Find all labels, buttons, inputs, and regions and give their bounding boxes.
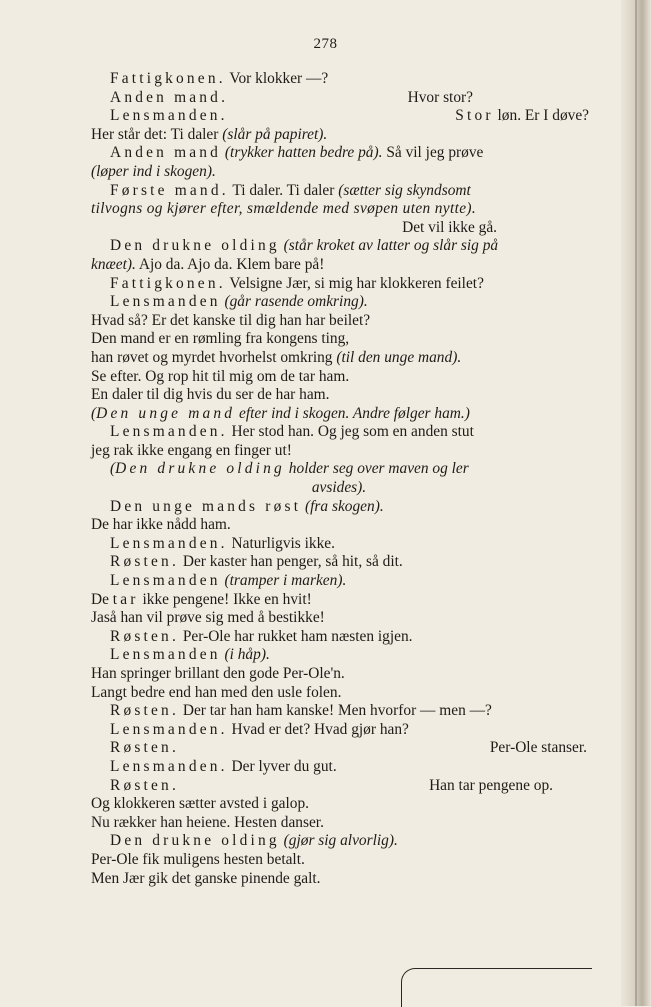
text-line: Anden mand. Hvor stor? <box>110 88 473 106</box>
text-line: Den unge mands røst (fra skogen). <box>110 497 384 515</box>
bottom-corner-mark <box>401 968 592 1007</box>
text-line: (Den drukne olding holder seg over maven og ler <box>110 460 469 478</box>
text-line: knæet). Ajo da. Ajo da. Klem bare på! <box>91 255 325 273</box>
text-line: Nu rækker han heiene. Hesten danser. <box>91 813 324 831</box>
text-line: Lensmanden. Her stod han. Og jeg som en anden stut <box>110 423 474 441</box>
text-line: Lensmanden (går rasende omkring). <box>110 293 368 311</box>
text-line: Røsten. Der tar han ham kanske! Men hvorfor — men —? <box>110 702 492 720</box>
page-number: 278 <box>313 36 338 52</box>
text-line: Og klokkeren sætter avsted i galop. <box>91 795 309 813</box>
text-line: Den mand er en rømling fra kongens ting, <box>91 330 350 348</box>
play-text <box>91 70 587 888</box>
text-line: avsides). <box>311 479 367 497</box>
text-line: Per-Ole fik muligens hesten betalt. <box>91 850 305 868</box>
text-line: Lensmanden. Stor løn. Er I døve? <box>110 107 589 125</box>
text-line: Men Jær gik det ganske pinende galt. <box>91 869 321 887</box>
text-line: Jaså han vil prøve sig med å bestikke! <box>91 609 325 627</box>
text-line: Hvad så? Er det kanske til dig han har beilet? <box>91 311 371 329</box>
text-line: Her står det: Ti daler (slår på papiret). <box>91 125 328 143</box>
text-line: Den drukne olding (står kroket av latter og slår sig på <box>110 237 499 255</box>
text-line: Han springer brillant den gode Per-Ole'n. <box>91 665 345 682</box>
text-line: Første mand. Ti daler. Ti daler (sætter sig skyndsomt <box>110 181 471 199</box>
text-line: han røvet og myrdet hvorhelst omkring (til den unge mand). <box>91 348 462 366</box>
text-line: Anden mand (trykker hatten bedre på). Så vil jeg prøve <box>110 144 484 162</box>
text-line: Røsten. Han tar pengene op. <box>110 776 553 794</box>
text-line: Lensmanden (tramper i marken). <box>110 572 347 590</box>
text-line: Den drukne olding (gjør sig alvorlig). <box>110 832 398 850</box>
text-line: Fattigkonen. Velsigne Jær, si mig har klokkeren feilet? <box>110 274 484 292</box>
text-line: Røsten. Per-Ole har rukket ham næsten igjen. <box>110 627 413 645</box>
text-line: Lensmanden. Der lyver du gut. <box>110 757 337 775</box>
gutter-line <box>635 0 637 1006</box>
text-line: (løper ind i skogen). <box>91 162 216 180</box>
text-line: De tar ikke pengene! Ikke en hvit! <box>91 590 312 608</box>
text-line: tilvogns og kjører efter, smældende med svøpen uten nytte). <box>91 200 477 218</box>
text-line: De har ikke nådd ham. <box>91 516 231 534</box>
text-line: Se efter. Og rop hit til mig om de tar ham. <box>91 367 350 385</box>
text-line: Lensmanden (i håp). <box>110 646 270 664</box>
text-line: Fattigkonen. Vor klokker —? <box>110 70 329 87</box>
text-line: Lensmanden. Naturligvis ikke. <box>110 534 335 552</box>
text-line: Røsten. Per-Ole stanser. <box>110 739 587 757</box>
text-line: jeg rak ikke engang en finger ut! <box>91 441 292 459</box>
text-line: (Den unge mand efter ind i skogen. Andre følger ham.) <box>91 404 470 422</box>
text-line: Langt bedre end han med den usle folen. <box>91 683 342 701</box>
text-line: Røsten. Der kaster han penger, så hit, så dit. <box>110 553 403 571</box>
text-line: Lensmanden. Hvad er det? Hvad gjør han? <box>110 720 409 738</box>
text-line: Det vil ikke gå. <box>402 218 497 236</box>
text-line: En daler til dig hvis du ser de har ham. <box>91 386 330 404</box>
